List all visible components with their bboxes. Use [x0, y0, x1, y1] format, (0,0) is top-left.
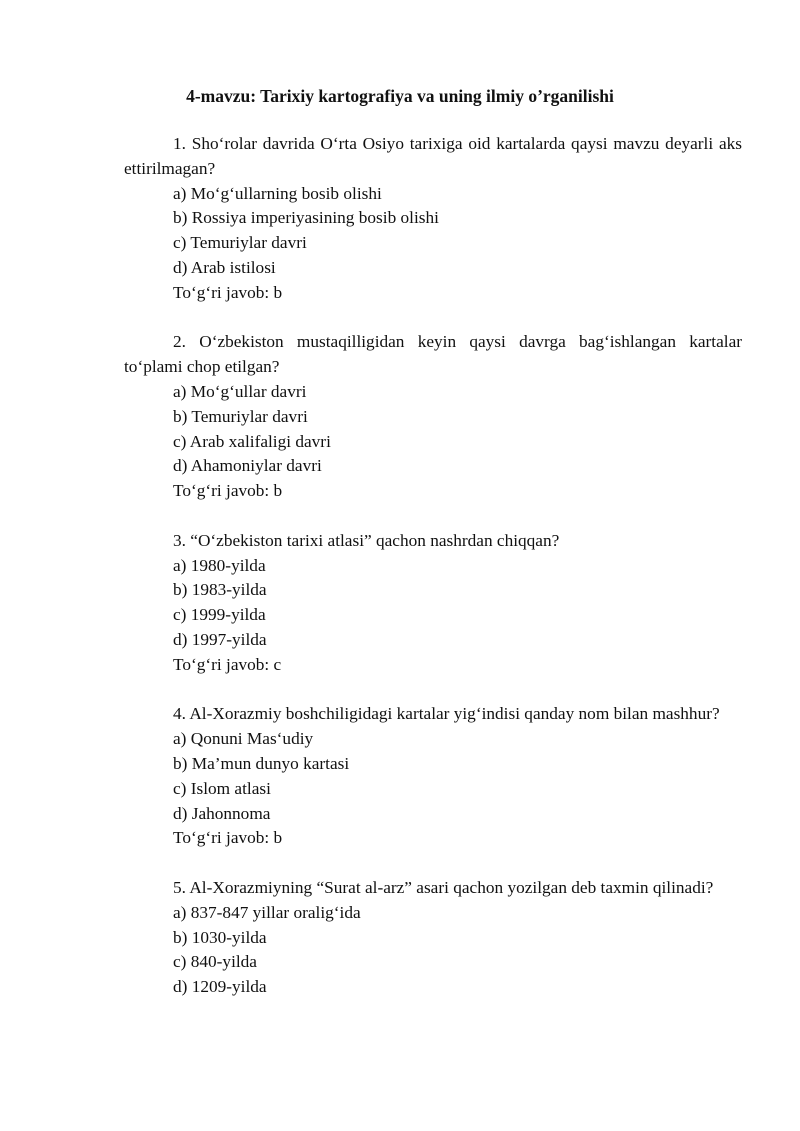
question-5: [124, 876, 742, 1000]
correct-answer: To‘g‘ri javob: b: [173, 282, 283, 302]
option-a: a) 837-847 yillar oralig‘ida: [173, 902, 361, 922]
option-a: a) 1980-yilda: [173, 555, 266, 575]
option-c: c) 1999-yilda: [173, 605, 266, 625]
option-c: c) Arab xalifaligi davri: [173, 431, 331, 451]
option-d: d) Ahamoniylar davri: [173, 456, 322, 476]
option-a: a) Qonuni Mas‘udiy: [173, 729, 314, 749]
question-1: [124, 132, 742, 306]
option-d: d) Jahonnoma: [173, 803, 271, 823]
question-text: 3. “O‘zbekiston tarixi atlasi” qachon nashrdan chiqqan?: [173, 530, 560, 550]
option-b: b) Ma’mun dunyo kartasi: [173, 753, 350, 773]
option-c: c) Temuriylar davri: [173, 233, 307, 253]
correct-answer: To‘g‘ri javob: c: [173, 654, 282, 674]
option-c: c) 840-yilda: [173, 952, 257, 972]
correct-answer: To‘g‘ri javob: b: [173, 828, 283, 848]
option-d: d) 1209-yilda: [173, 977, 267, 997]
question-4: [124, 702, 742, 851]
correct-answer: To‘g‘ri javob: b: [173, 481, 283, 501]
option-b: b) Rossiya imperiyasining bosib olishi: [173, 208, 439, 228]
question-2: [124, 330, 742, 504]
option-a: a) Mo‘g‘ullarning bosib olishi: [173, 183, 382, 203]
option-d: d) 1997-yilda: [173, 629, 267, 649]
option-b: b) Temuriylar davri: [173, 406, 308, 426]
question-3: [124, 529, 742, 678]
question-text: 1. Sho‘rolar davrida O‘rta Osiyo tarixiga oid kartalarda qaysi mavzu deyarli aks ettirilmagan?: [124, 134, 742, 178]
question-text: 5. Al-Xorazmiyning “Surat al-arz” asari qachon yozilgan deb taxmin qilinadi?: [173, 877, 714, 897]
question-text: 4. Al-Xorazmiy boshchiligidagi kartalar yig‘indisi qanday nom bilan mashhur?: [173, 704, 720, 724]
option-c: c) Islom atlasi: [173, 778, 271, 798]
option-b: b) 1030-yilda: [173, 927, 267, 947]
question-list: [124, 132, 742, 1025]
option-d: d) Arab istilosi: [173, 257, 276, 277]
option-b: b) 1983-yilda: [173, 580, 267, 600]
option-a: a) Mo‘g‘ullar davri: [173, 381, 307, 401]
page-title: 4-mavzu: Tarixiy kartografiya va uning ilmiy o’rganilishi: [186, 86, 614, 106]
question-text: 2. O‘zbekiston mustaqilligidan keyin qaysi davrga bag‘ishlangan kartalar to‘plami chop etilgan?: [124, 332, 742, 377]
